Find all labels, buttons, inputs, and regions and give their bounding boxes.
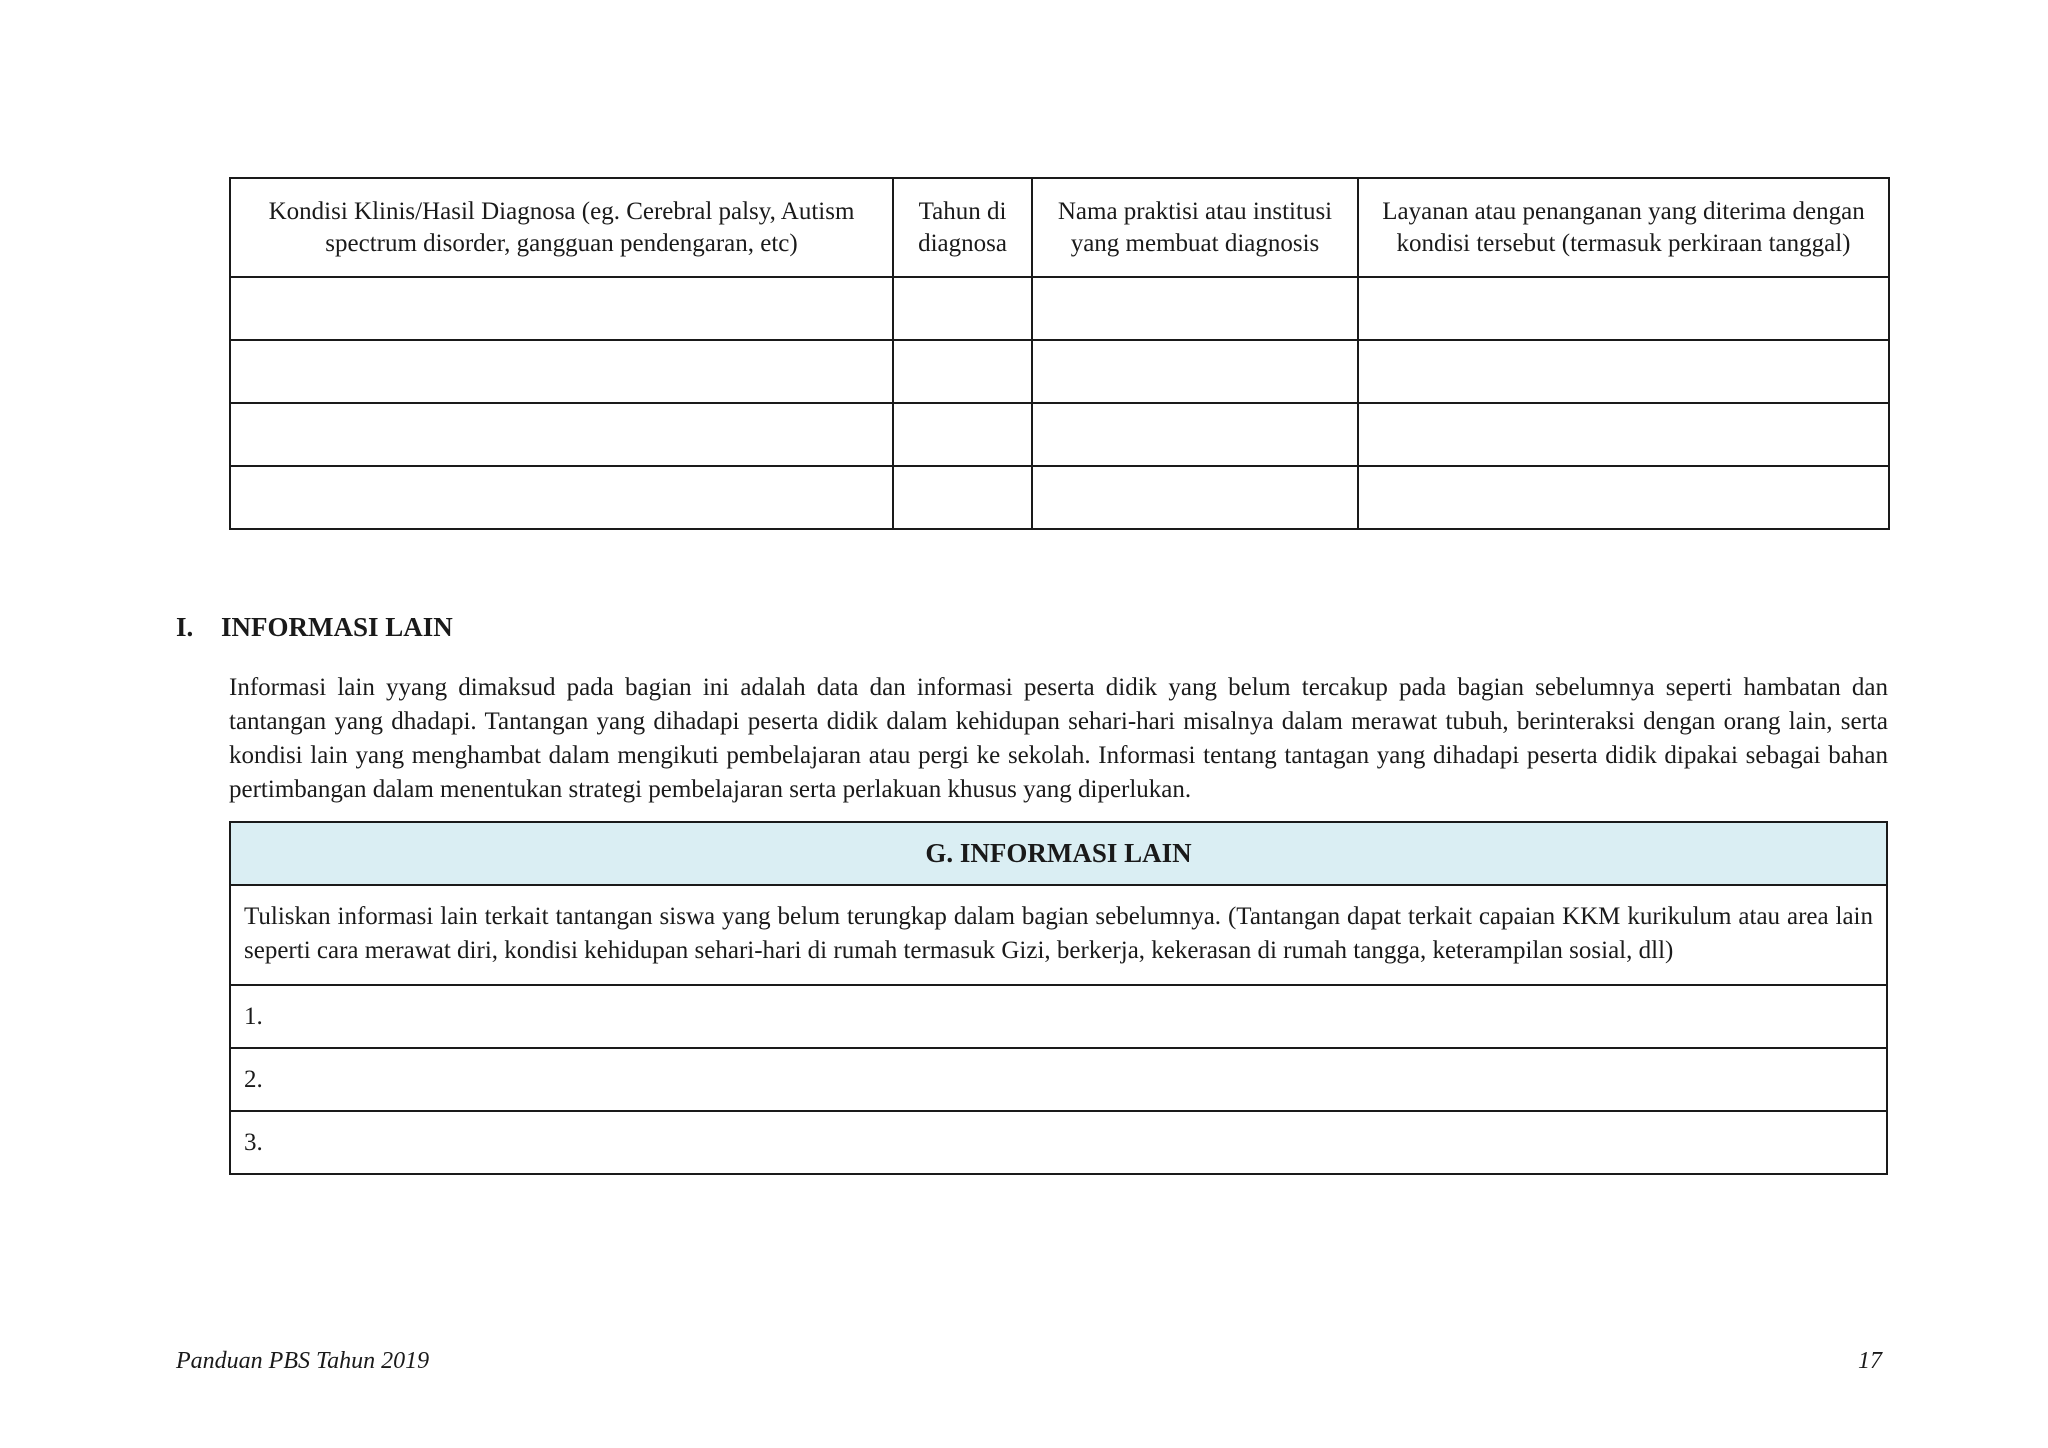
list-item [230,1048,1887,1111]
info-table-header-row [230,822,1887,885]
table-row [230,340,1889,403]
header-clinical-condition: Kondisi Klinis/Hasil Diagnosa (eg. Cerebral palsy, Autism spectrum disorder, gangguan pendengaran, etc) [230,178,893,277]
info-item-2[interactable]: 2. [230,1048,1887,1111]
table-cell[interactable] [1032,340,1358,403]
table-row [230,277,1889,340]
list-item [230,1111,1887,1174]
table-cell[interactable] [893,277,1032,340]
info-item-1[interactable]: 1. [230,985,1887,1048]
table-cell[interactable] [1358,340,1889,403]
table-cell[interactable] [1032,277,1358,340]
info-table-header: G. INFORMASI LAIN [230,822,1887,885]
section-title: INFORMASI LAIN [221,612,453,642]
table-cell[interactable] [893,340,1032,403]
diagnosis-table-header-row [230,178,1889,277]
section-heading [176,609,453,645]
table-cell[interactable] [1358,277,1889,340]
header-practitioner: Nama praktisi atau institusi yang membuat diagnosis [1032,178,1358,277]
info-table-instruction-row [230,885,1887,985]
info-table [229,821,1888,1175]
table-cell[interactable] [893,403,1032,466]
table-cell[interactable] [1358,403,1889,466]
table-row [230,403,1889,466]
table-cell[interactable] [230,340,893,403]
diagnosis-table [229,177,1890,530]
table-row [230,466,1889,529]
header-services: Layanan atau penanganan yang diterima dengan kondisi tersebut (termasuk perkiraan tanggal) [1358,178,1889,277]
table-cell[interactable] [1032,403,1358,466]
table-cell[interactable] [230,466,893,529]
section-number: I. [176,612,194,642]
page-number: 17 [1858,1348,1882,1374]
list-item [230,985,1887,1048]
info-table-instruction: Tuliskan informasi lain terkait tantangan siswa yang belum terungkap dalam bagian sebelumnya. (Tantangan dapat terkait capaian KKM kurikulum atau area lain seperti cara merawat diri, kondisi kehidupan sehari-hari di rumah termasuk Gizi, berkerja, kekerasan di rumah tangga, keterampilan sosial, dll) [230,885,1887,985]
table-cell[interactable] [230,277,893,340]
table-cell[interactable] [1032,466,1358,529]
footer-title: Panduan PBS Tahun 2019 [176,1348,430,1374]
header-diagnosis-year: Tahun di diagnosa [893,178,1032,277]
info-item-3[interactable]: 3. [230,1111,1887,1174]
section-paragraph: Informasi lain yyang dimaksud pada bagian ini adalah data dan informasi peserta didik yang belum tercakup pada bagian sebelumnya seperti hambatan dan tantangan yang dhadapi. Tantangan yang dihadapi peserta didik dalam kehidupan sehari-hari misalnya dalam merawat tubuh, berinteraksi dengan orang lain, serta kondisi lain yang menghambat dalam mengikuti pembelajaran atau pergi ke sekolah. Informasi tentang tantagan yang dihadapi peserta didik dipakai sebagai bahan pertimbangan dalam menentukan strategi pembelajaran serta perlakuan khusus yang diperlukan. [229,674,1888,803]
table-cell[interactable] [1358,466,1889,529]
table-cell[interactable] [893,466,1032,529]
table-cell[interactable] [230,403,893,466]
